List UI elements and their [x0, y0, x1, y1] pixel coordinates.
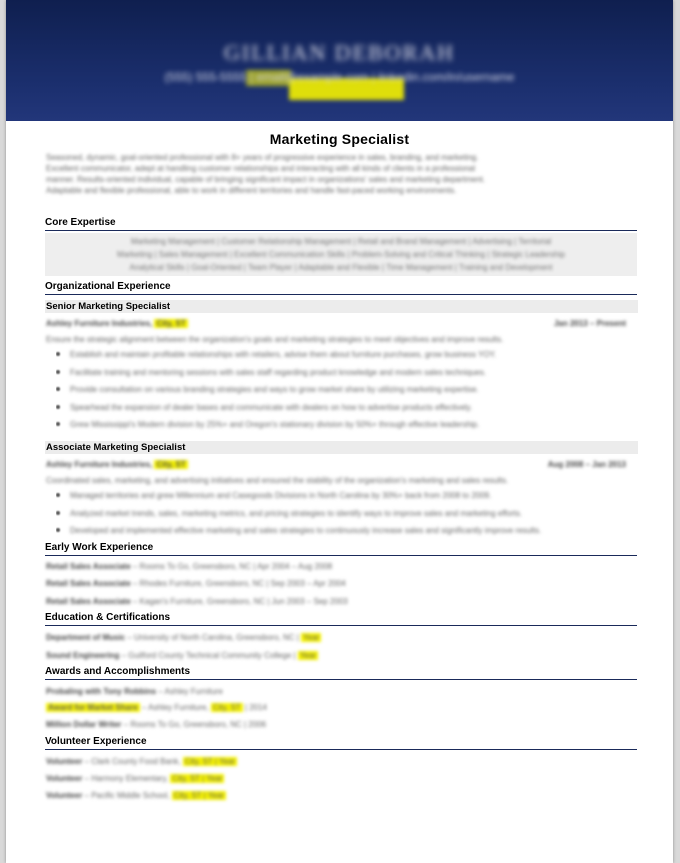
list-item: Sound Engineering – Guilford County Technical Community College | Year [46, 651, 316, 660]
job-dates: Aug 2008 – Jan 2013 [547, 460, 626, 469]
list-item: Grew Mississippi's Modern division by 25%+ and Oregon's stationary division by 50%+ through effective leadership. [56, 416, 641, 434]
location-highlight: City, ST [156, 460, 186, 469]
candidate-name: GILLIAN DEBORAH [223, 40, 456, 65]
job-company: Ashley Furniture Industries, City, ST [46, 460, 186, 469]
year-highlight: Year [299, 651, 316, 660]
list-item: Retail Sales Associate – Rooms To Go, Greensboro, NC | Apr 2004 – Aug 2008 [46, 562, 333, 571]
location-highlight: City, ST | Year [184, 757, 236, 766]
resume-page [6, 0, 673, 863]
list-item: Retail Sales Associate – Kagan's Furniture, Greensboro, NC | Jun 2003 – Sep 2003 [46, 597, 348, 606]
location-highlight: City, ST [212, 703, 241, 712]
location-highlight: City, ST [156, 319, 186, 328]
list-item: Analyzed market trends, sales, marketing metrics, and pricing strategies to identify ways to improve sales and marketing efforts. [56, 505, 641, 523]
job-summary: Ensure the strategic alignment between the organization's goals and marketing strategies to meet objectives and improve results. [46, 335, 504, 344]
resume-title: Marketing Specialist [269, 131, 410, 147]
contact-line: (555) 555-5555 | email@example.com | linkedin.com/in/username [164, 70, 515, 84]
list-item: Probaling with Tony Robbins – Ashley Furniture [46, 687, 223, 696]
job-bullets-associate [56, 487, 641, 540]
section-heading-core-expertise: Core Expertise [45, 217, 637, 231]
list-item: Department of Music – University of North Carolina, Greensboro, NC | Year [46, 633, 320, 642]
professional-summary [46, 152, 636, 196]
job-title-senior: Senior Marketing Specialist [45, 300, 638, 313]
section-heading-volunteer: Volunteer Experience [45, 736, 637, 750]
list-item: Million Dollar Writer – Rooms To Go, Greensboro, NC | 2006 [46, 720, 267, 729]
location-highlight: City, ST | Year [173, 791, 224, 800]
list-item: Retail Sales Associate – Rhodes Furniture, Greensboro, NC | Sep 2003 – Apr 2004 [46, 579, 346, 588]
year-highlight: Year [303, 633, 320, 642]
summary-line: manner. Results-oriented individual, capable of bringing significant impact in organizations' sales and marketing department. [46, 175, 486, 184]
list-item: Provide consultation on various branding strategies and ways to grow market share by utilizing marketing expertise. [56, 381, 641, 399]
list-item: Volunteer – Pacific Middle School, City, ST | Year [46, 791, 224, 800]
summary-line: Adaptable and flexible professional, able to work in different territories and handle fast-paced working environments. [46, 186, 457, 195]
expertise-line: Marketing Management | Customer Relationship Management | Retail and Brand Management | Advertising | Territorial [130, 237, 552, 246]
section-heading-awards: Awards and Accomplishments [45, 666, 637, 680]
list-item: Award for Market Share – Ashley Furniture, City, ST | 2014 [48, 703, 268, 712]
list-item: Volunteer – Harmony Elementary, City, ST | Year [46, 774, 223, 783]
job-dates: Jan 2013 – Present [553, 319, 626, 328]
core-expertise-box [45, 233, 637, 276]
list-item: Volunteer – Clark County Food Bank, City, ST | Year [46, 757, 236, 766]
location-highlight: City, ST | Year [172, 774, 223, 783]
summary-line: Seasoned, dynamic, goal-oriented professional with 8+ years of progressive experience in sales, branding, and marketing. [46, 153, 479, 162]
list-item: Managed territories and grew Millennium and Casegoods Divisions in North Carolina by 30%+ back from 2008 to 2009. [56, 487, 641, 505]
job-title-associate: Associate Marketing Specialist [45, 441, 638, 454]
section-heading-organizational-experience: Organizational Experience [45, 281, 637, 295]
resume-header [6, 0, 673, 121]
section-heading-early-work: Early Work Experience [45, 542, 637, 556]
summary-line: Excellent communicator, adept at handling customer relationships and interacting with all kinds of clients in a professional [46, 164, 476, 173]
expertise-line: Analytical Skills | Goal-Oriented | Team Player | Adaptable and Flexible | Time Management | Training and Development [129, 263, 553, 272]
expertise-line: Marketing | Sales Management | Excellent Communication Skills | Problem-Solving and Critical Thinking | Strategic Leadership [117, 250, 565, 259]
job-bullets-senior [56, 346, 641, 434]
list-item: Facilitate training and mentoring sessions with sales staff regarding product knowledge and modern sales techniques. [56, 364, 641, 382]
job-company: Ashley Furniture Industries, City, ST [46, 319, 186, 328]
list-item: Spearhead the expansion of dealer bases and communicate with dealers on how to advertise products effectively. [56, 399, 641, 417]
list-item: Developed and implemented effective marketing and sales strategies to continuously increase sales and significantly improve results. [56, 522, 641, 540]
section-heading-education: Education & Certifications [45, 612, 637, 626]
list-item: Establish and maintain profitable relationships with retailers, advise them about furniture purchases, grow business YOY. [56, 346, 641, 364]
job-summary: Coordinated sales, marketing, and advertising initiatives and ensured the stability of the organization's marketing and sales results. [46, 476, 509, 485]
